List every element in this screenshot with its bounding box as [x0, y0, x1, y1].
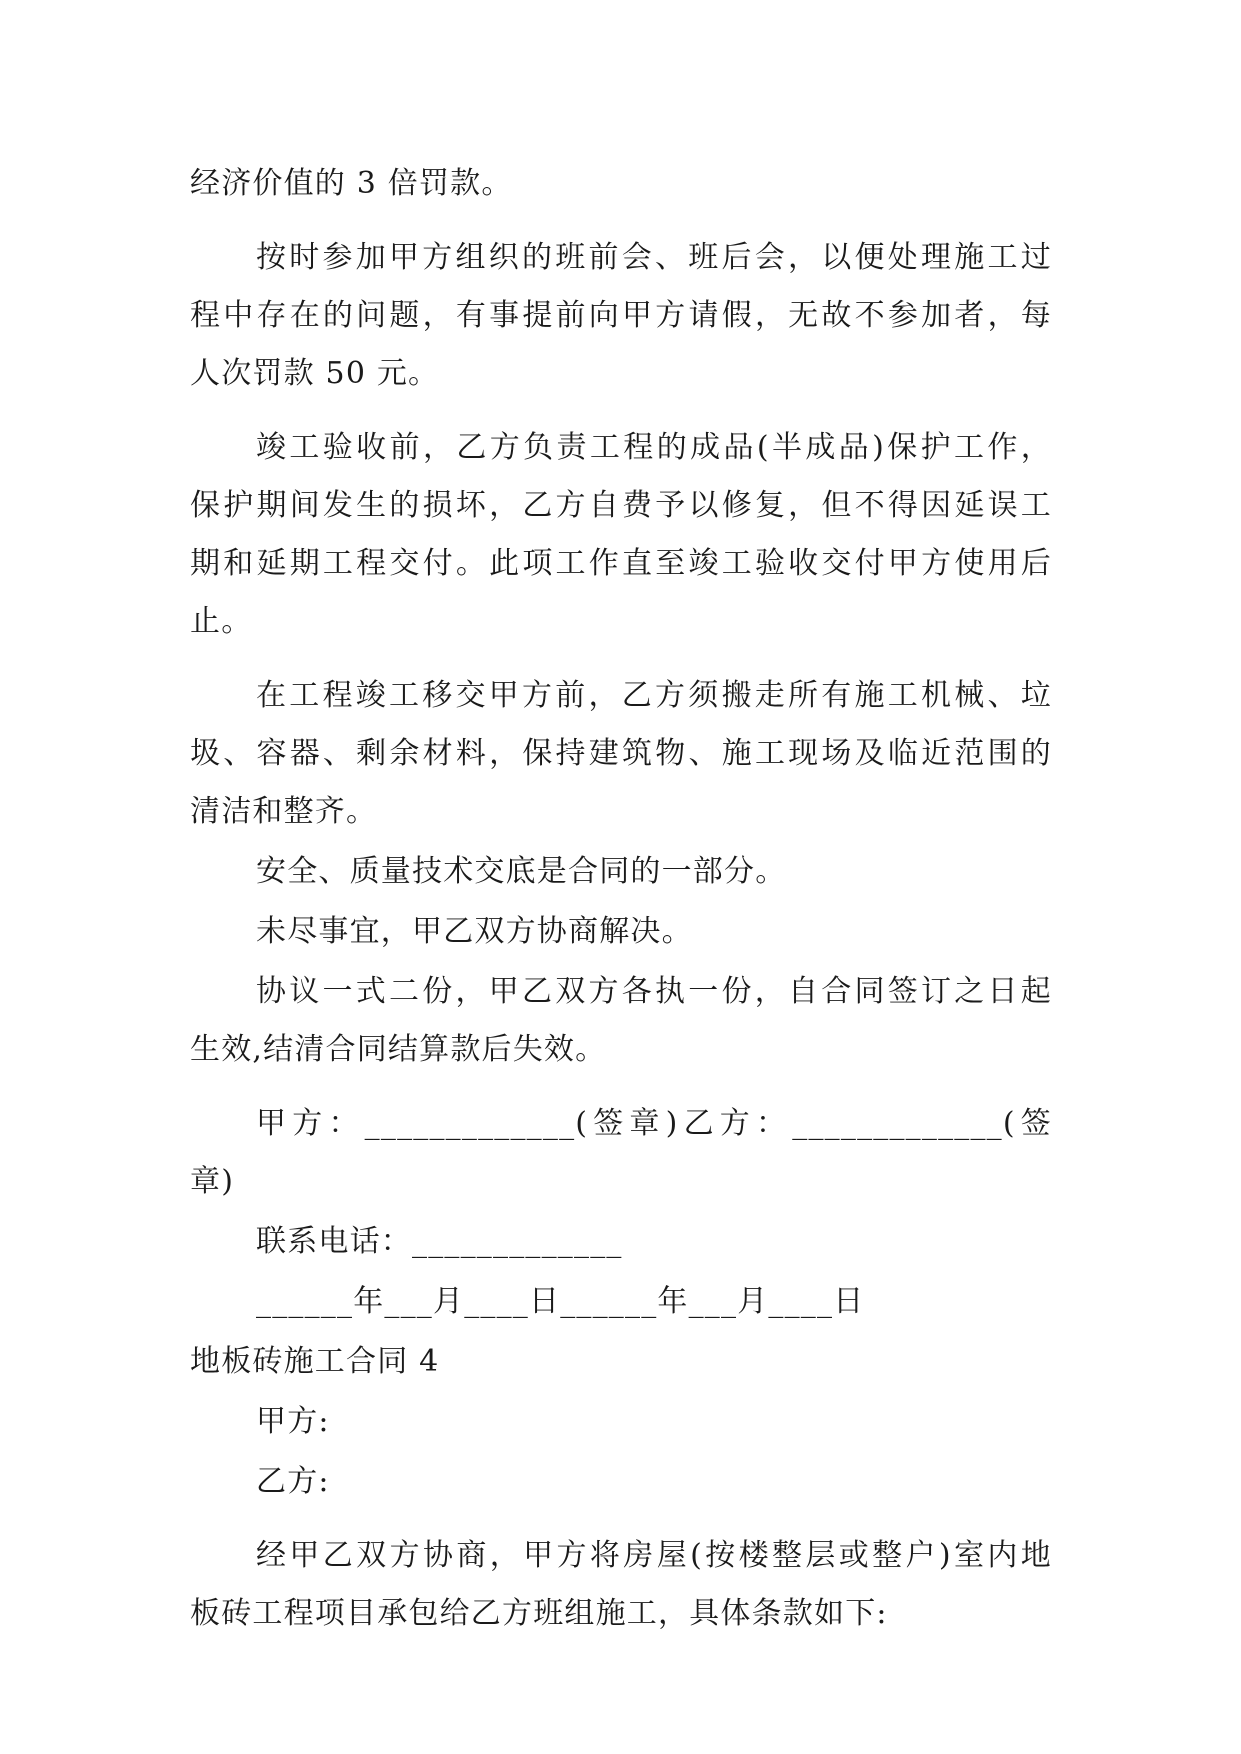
- text-line: 程中存在的问题，有事提前向甲方请假，无故不参加者，每: [190, 298, 1052, 333]
- paragraph-start: 协议一式二份，甲乙双方各执一份，自合同签订之日起: [256, 974, 1052, 1009]
- signature-line: 甲方：_____________(签章)乙方：_____________(签: [256, 1106, 1052, 1141]
- text-line: 止。: [190, 604, 253, 639]
- party-a-line: 甲方:: [256, 1404, 330, 1439]
- document-page: [190, 155, 1052, 1643]
- paragraph-start: 经甲乙双方协商，甲方将房屋(按楼整层或整户)室内地: [256, 1538, 1052, 1573]
- paragraph-start: 按时参加甲方组织的班前会、班后会，以便处理施工过: [256, 240, 1052, 275]
- text-line: 生效,结清合同结算款后失效。: [190, 1032, 607, 1067]
- paragraph-start: 安全、质量技术交底是合同的一部分。: [256, 854, 787, 889]
- text-line: 章): [190, 1164, 235, 1199]
- paragraph-start: 未尽事宜，甲乙双方协商解决。: [256, 914, 693, 949]
- section-title: 地板砖施工合同 4: [190, 1344, 440, 1379]
- text-line: 人次罚款 50 元。: [190, 356, 440, 391]
- text-line: 板砖工程项目承包给乙方班组施工，具体条款如下:: [190, 1596, 888, 1631]
- text-line: 经济价值的 3 倍罚款。: [190, 166, 513, 201]
- text-line: 保护期间发生的损坏，乙方自费予以修复，但不得因延误工: [190, 488, 1052, 523]
- paragraph-start: 竣工验收前，乙方负责工程的成品(半成品)保护工作，: [256, 430, 1052, 465]
- party-b-line: 乙方:: [256, 1464, 330, 1499]
- paragraph-start: 在工程竣工移交甲方前，乙方须搬走所有施工机械、垃: [256, 678, 1052, 713]
- text-line: 清洁和整齐。: [190, 794, 378, 829]
- date-line: ______年___月____日______年___月____日: [256, 1284, 865, 1319]
- text-line: 圾、容器、剩余材料，保持建筑物、施工现场及临近范围的: [190, 736, 1052, 771]
- text-line: 期和延期工程交付。此项工作直至竣工验收交付甲方使用后: [190, 546, 1052, 581]
- contact-phone-line: 联系电话：_____________: [256, 1224, 623, 1259]
